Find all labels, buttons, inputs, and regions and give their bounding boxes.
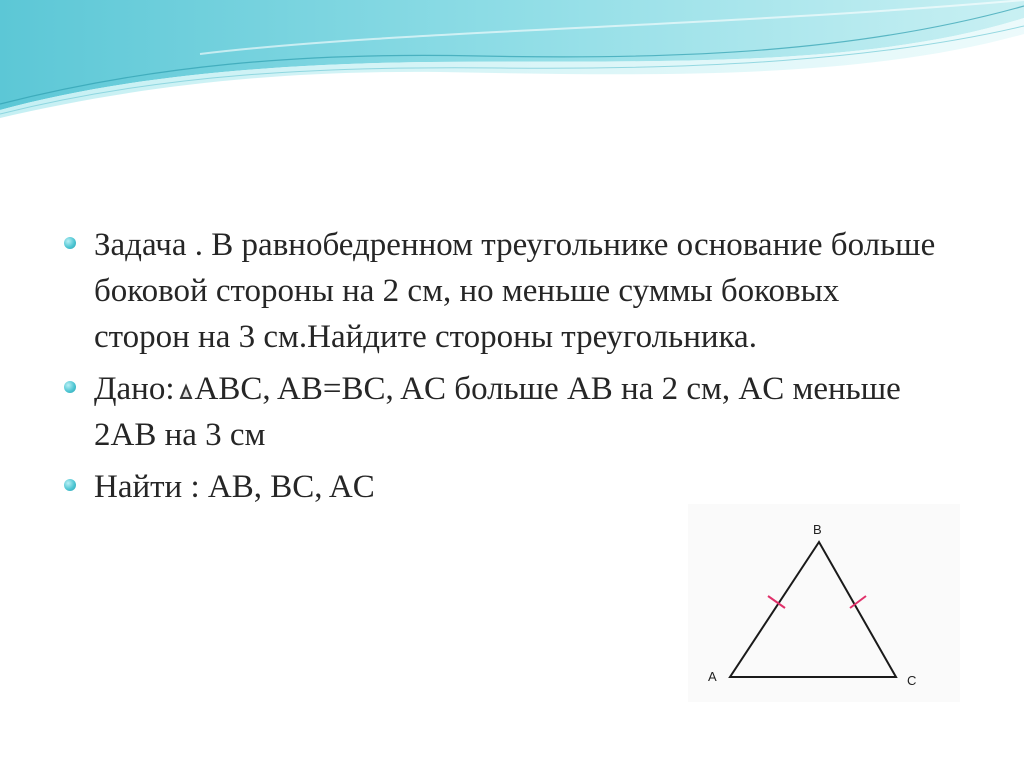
given-label: Дано: (94, 371, 175, 407)
vertex-label-a: A (708, 669, 717, 684)
bullet-list (62, 222, 942, 516)
triangle-diagram (688, 504, 960, 702)
triangle-shape (730, 542, 896, 677)
bullet-problem (62, 222, 942, 360)
bullet-dot-icon (64, 479, 76, 491)
problem-text: Задача . В равнобедренном треугольнике основание больше боковой стороны на 2 см, но меньше суммы боковых сторон на 3 см.Найдите стороны треугольника. (94, 227, 936, 355)
bullet-dot-icon (64, 237, 76, 249)
triangle-icon (179, 381, 193, 401)
vertex-label-c: C (907, 673, 917, 688)
find-text: Найти : AB, BC, AC (94, 469, 375, 505)
header-wave-decoration (0, 0, 1024, 130)
triangle-figure (688, 504, 960, 702)
bullet-given (62, 366, 942, 458)
given-text: ABC, AB=BC, AC больше AB на 2 см, AC меньше 2AB на 3 см (94, 371, 901, 453)
vertex-label-b: B (813, 522, 822, 537)
bullet-dot-icon (64, 381, 76, 393)
